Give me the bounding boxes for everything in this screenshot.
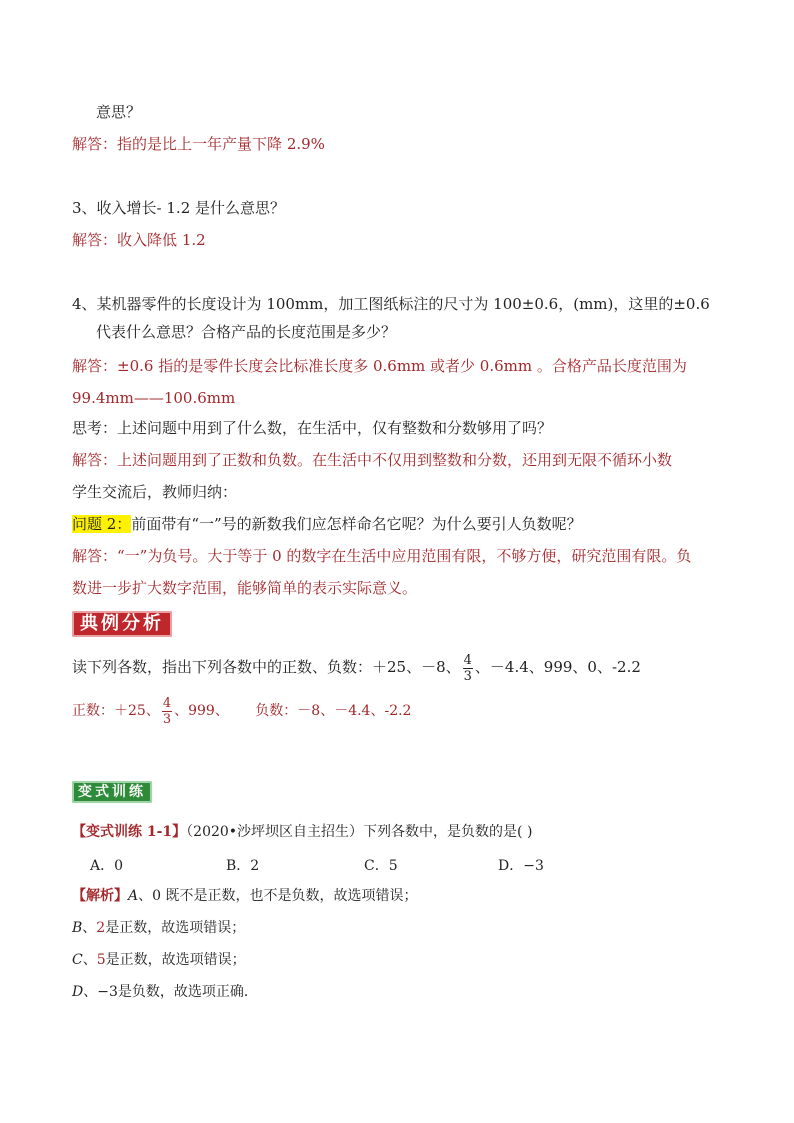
answer-value: 1.2 [181,231,206,249]
analysis-tag: 【解析】 [72,888,128,904]
problem-2-answer-line-2: 数进一步扩大数字范围，能够简单的表示实际意义。 [72,579,418,597]
analysis-text: 、0 既不是正数，也不是负数，故选项错误； [138,888,418,904]
think-answer: 解答：上述问题用到了正数和负数。在生活中不仅用到整数和分数，还用到无限不循环小数 [72,451,673,469]
training-question-text: （2020•沙坪坝区自主招生）下列各数中，是负数的是( ) [186,824,533,840]
example-answer [72,694,411,728]
negative-answer: 负数：－8、－4.4、-2.2 [255,703,412,719]
analysis-letter: B [72,920,83,936]
analysis-text: 、−3是负数，故选项正确． [83,984,258,1000]
fraction-denominator: 3 [463,668,472,684]
analysis-text: 是正数，故选项错误； [105,920,246,936]
analysis-number: 5 [96,952,106,968]
positive-tail: 、999、 [174,703,229,719]
question-4-line-2: 代表什么意思？合格产品的长度范围是多少？ [96,323,397,341]
problem-2-answer-line-1: 解答：“一”为负号。大于等于 0 的数字在生活中应用范围有限，不够方便，研究范围有限。负 [72,547,692,565]
answer-text: 收入降低 [117,231,178,249]
training-tag: 【变式训练 1-1】 [72,824,187,840]
answer-value: 2.9% [286,135,325,153]
example-tail: 、－4.4、999、0、-2.2 [474,658,641,676]
fraction [463,653,473,684]
problem-2 [72,514,582,534]
option-a: A．0 [90,858,124,874]
answer-text: 指的是比上一年产量下降 [117,135,283,153]
problem-2-text: 前面带有“一”号的新数我们应怎样命名它呢？为什么要引人负数呢？ [131,515,582,533]
fraction-numerator: 4 [162,695,172,711]
analysis-letter: C [72,952,83,968]
answer-label: 解答： [72,231,118,249]
question-4-line-1: 4、某机器零件的长度设计为 100mm，加工图纸标注的尺寸为 100±0.6，(mm)，这里的±0.6 [72,295,710,313]
example-question [72,650,641,684]
training-question [72,822,532,842]
think-question: 思考：上述问题中用到了什么数，在生活中，仅有整数和分数够用了吗？ [72,419,553,437]
option-b: B．2 [226,858,260,874]
analysis-b: B、2是正数，故选项错误； [72,920,246,936]
analysis-c: C、5是正数，故选项错误； [72,952,246,968]
analysis-letter: D [72,984,84,1000]
problem-2-label: 问题 2： [72,515,132,533]
teacher-summary: 学生交流后，教师归纳： [72,483,238,501]
answer-2 [72,134,325,154]
analysis-text: 是正数，故选项错误； [105,952,246,968]
analysis-a [72,886,417,906]
answer-4-line-1: 解答：±0.6 指的是零件长度会比标准长度多 0.6mm 或者少 0.6mm 。合格产品长度范围为 [72,357,687,375]
question-2-tail: 意思？ [96,103,142,121]
question-3: 3、收入增长- 1.2 是什么意思？ [72,199,286,217]
fraction-numerator: 4 [463,652,472,668]
analysis-letter: A [128,888,139,904]
analysis-d [72,982,258,1002]
fraction-denominator: 3 [162,711,172,727]
example-prompt: 读下列各数，指出下列各数中的正数、负数：＋25、－8、 [72,658,461,676]
answer-label: 解答： [72,135,118,153]
analysis-number: 2 [96,920,106,936]
answer-4-line-2: 99.4mm——100.6mm [72,389,236,407]
training-banner: 变式训练 [72,781,152,803]
option-d: D．−3 [498,858,544,874]
positive-label: 正数：＋25、 [72,703,160,719]
fraction [162,696,172,727]
option-c: C．5 [364,858,398,874]
answer-3 [72,230,206,250]
example-analysis-banner: 典例分析 [72,611,172,637]
